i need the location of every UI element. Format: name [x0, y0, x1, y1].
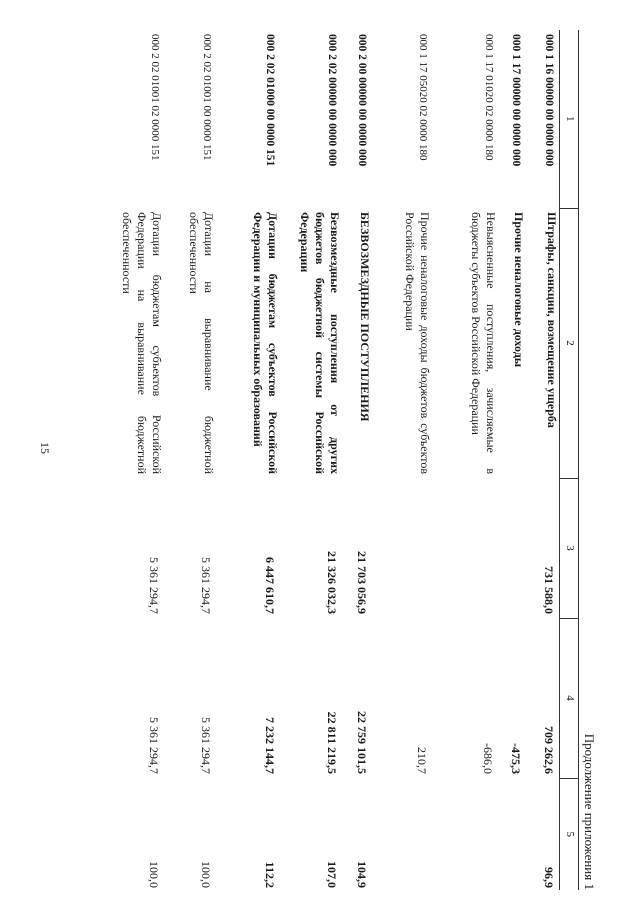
- row-code: 000 1 17 01020 02 0000 180: [482, 34, 495, 161]
- row-actual: 210,7: [414, 747, 429, 774]
- row-code: 000 2 02 00000 00 0000 000: [325, 34, 338, 167]
- table-row: [104, 30, 164, 890]
- row-percent: 104,9: [354, 861, 369, 888]
- row-code: 000 2 00 00000 00 0000 000: [355, 34, 368, 167]
- table-row: [498, 30, 526, 890]
- row-code: 000 1 17 00000 00 0000 000: [509, 34, 522, 167]
- column-header: 4: [560, 618, 579, 778]
- row-name: Дотации бюджетам субъектов Российской Федерации на выравнивание бюджетной обеспеченности: [119, 212, 164, 474]
- table-row: [342, 30, 372, 890]
- rotated-sheet: [32, 30, 597, 890]
- row-name: Прочие неналоговые доходы бюджетов субъектов Российской Федерации: [402, 212, 432, 474]
- column-header: 2: [560, 208, 579, 478]
- row-name: Безвозмездные поступления от других бюджетов бюджетной системы Российской Федерации: [297, 212, 342, 474]
- appendix-heading: Продолжение приложения 1: [582, 733, 597, 890]
- row-code: 000 2 02 01001 00 0000 151: [200, 34, 213, 161]
- row-actual: 22 759 101,5: [354, 711, 369, 774]
- row-actual: 5 361 294,7: [146, 717, 161, 774]
- column-header: 5: [560, 778, 579, 890]
- row-code: 000 1 17 05020 02 0000 180: [416, 34, 429, 161]
- row-actual: 709 262,6: [542, 726, 557, 774]
- row-percent: [498, 778, 526, 890]
- row-plan: 6 447 610,7: [262, 557, 277, 614]
- row-actual: -475,3: [508, 743, 523, 774]
- column-header: 1: [560, 30, 579, 208]
- row-percent: 96,9: [542, 867, 557, 888]
- column-header: 3: [560, 478, 579, 618]
- row-name: Дотации бюджетам субъектов Российской Федерации и муниципальных образований: [250, 212, 280, 474]
- table-row: [526, 30, 560, 890]
- row-plan: 5 361 294,7: [146, 557, 161, 614]
- table-row: [216, 30, 280, 890]
- row-percent: 107,0: [324, 861, 339, 888]
- row-actual: 7 232 144,7: [262, 717, 277, 774]
- row-plan: [498, 478, 526, 618]
- row-percent: 100,0: [198, 861, 213, 888]
- row-plan: 5 361 294,7: [198, 557, 213, 614]
- row-code: 000 1 16 00000 00 0000 000: [543, 34, 556, 167]
- row-plan: 731 588,0: [542, 566, 557, 614]
- table-body: [104, 30, 560, 890]
- row-plan: [372, 478, 432, 618]
- row-plan: [432, 478, 498, 618]
- page-number: 15: [38, 442, 52, 454]
- row-name: БЕЗВОЗМЕЗДНЫЕ ПОСТУПЛЕНИЯ: [357, 212, 372, 422]
- row-percent: [372, 778, 432, 890]
- row-actual: 5 361 294,7: [198, 717, 213, 774]
- revenue-table: [104, 30, 579, 890]
- row-percent: 112,2: [262, 861, 277, 888]
- row-actual: -686,0: [480, 743, 495, 774]
- row-name: Штрафы, санкции, возмещение ущерба: [545, 212, 560, 428]
- table-header-row: [560, 30, 579, 890]
- row-plan: 21 326 032,3: [324, 551, 339, 614]
- row-name: Прочие неналоговые доходы: [511, 212, 526, 368]
- table-row: [280, 30, 342, 890]
- row-percent: 100,0: [146, 861, 161, 888]
- row-code: 000 2 02 01000 00 0000 151: [263, 34, 276, 167]
- row-name: Невыясненные поступления, зачисляемые в бюджеты субъектов Российской Федерации: [468, 212, 498, 474]
- row-code: 000 2 02 01001 02 0000 151: [148, 34, 161, 161]
- row-percent: [432, 778, 498, 890]
- table-row: [432, 30, 498, 890]
- row-actual: 22 811 219,5: [324, 711, 339, 774]
- table-row: [164, 30, 216, 890]
- row-plan: 21 703 056,9: [354, 551, 369, 614]
- table-row: [372, 30, 432, 890]
- row-name: Дотации на выравнивание бюджетной обеспеченности: [186, 212, 216, 474]
